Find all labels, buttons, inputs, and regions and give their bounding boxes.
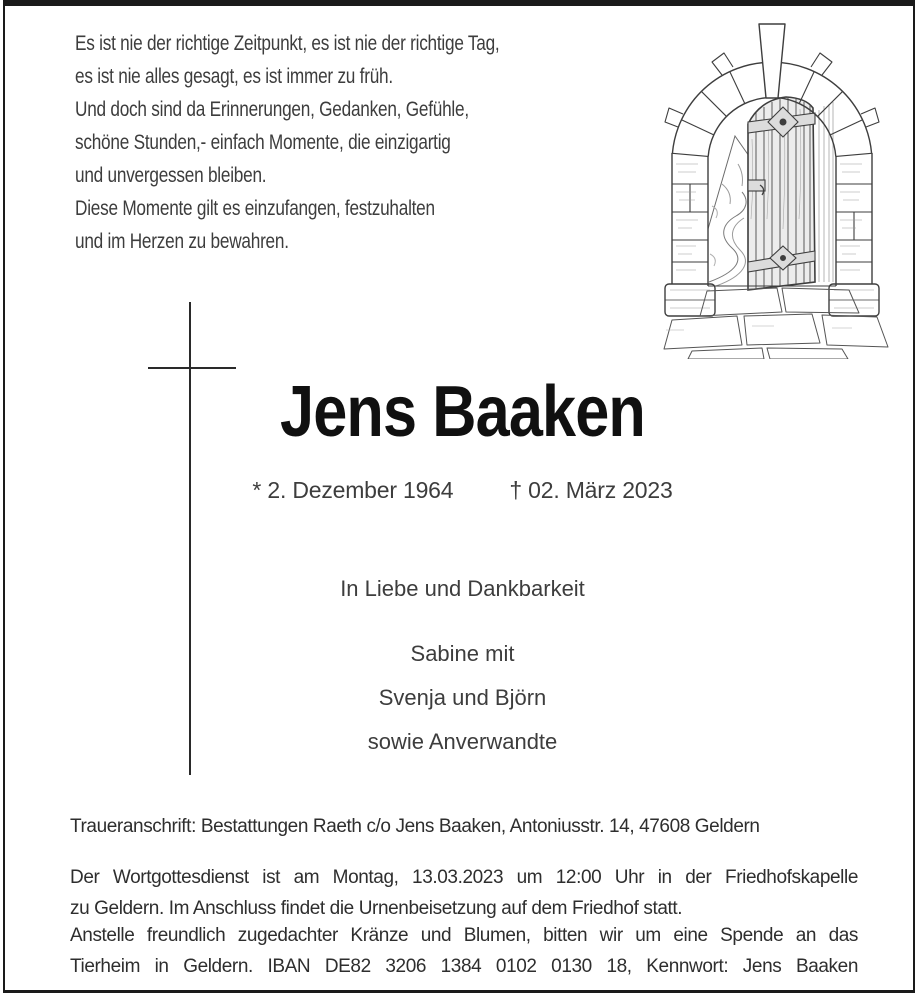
poem-line: Diese Momente gilt es einzufangen, festzuhalten <box>75 197 435 220</box>
cross-symbol-horizontal <box>148 367 236 369</box>
archway-door-illustration <box>652 14 892 359</box>
donation-line: Anstelle freundlich zugedachter Kränze und Blumen, bitten wir um eine Spende an das <box>70 925 858 946</box>
poem-line: Und doch sind da Erinnerungen, Gedanken, Gefühle, <box>75 98 469 121</box>
donation-request <box>70 920 858 982</box>
mourner-line: Sabine mit <box>410 641 515 666</box>
poem-line: und unvergessen bleiben. <box>75 164 267 187</box>
service-line: Der Wortgottesdienst ist am Montag, 13.03.2023 um 12:00 Uhr in der Friedhofskapelle <box>70 867 858 888</box>
poem-line: und im Herzen zu bewahren. <box>75 230 289 253</box>
mourners-list <box>190 642 735 774</box>
mourning-address: Traueranschrift: Bestattungen Raeth c/o Jens Baaken, Antoniusstr. 14, 47608 Geldern <box>70 816 760 837</box>
mourner-line: sowie Anverwandte <box>367 729 558 754</box>
service-line: zu Geldern. Im Anschluss findet die Urnenbeisetzung auf dem Friedhof statt. <box>70 898 683 919</box>
poem-line: Es ist nie der richtige Zeitpunkt, es ist nie der richtige Tag, <box>75 32 500 55</box>
life-dates <box>190 477 735 503</box>
dedication-line: In Liebe und Dankbarkeit <box>340 576 585 601</box>
wooden-door <box>748 97 833 290</box>
flagstone-path <box>664 288 888 359</box>
birth-date: * 2. Dezember 1964 <box>252 477 454 503</box>
memorial-poem <box>75 27 499 258</box>
poem-line: es ist nie alles gesagt, es ist immer zu früh. <box>75 65 393 88</box>
mourner-line: Svenja und Björn <box>378 685 547 710</box>
death-date: † 02. März 2023 <box>509 477 673 503</box>
donation-line: Tierheim in Geldern. IBAN DE82 3206 1384 0102 0130 18, Kennwort: Jens Baaken <box>70 956 858 977</box>
poem-line: schöne Stunden,- einfach Momente, die einzigartig <box>75 131 451 154</box>
service-announcement <box>70 862 858 924</box>
deceased-name: Jens Baaken <box>280 372 645 452</box>
